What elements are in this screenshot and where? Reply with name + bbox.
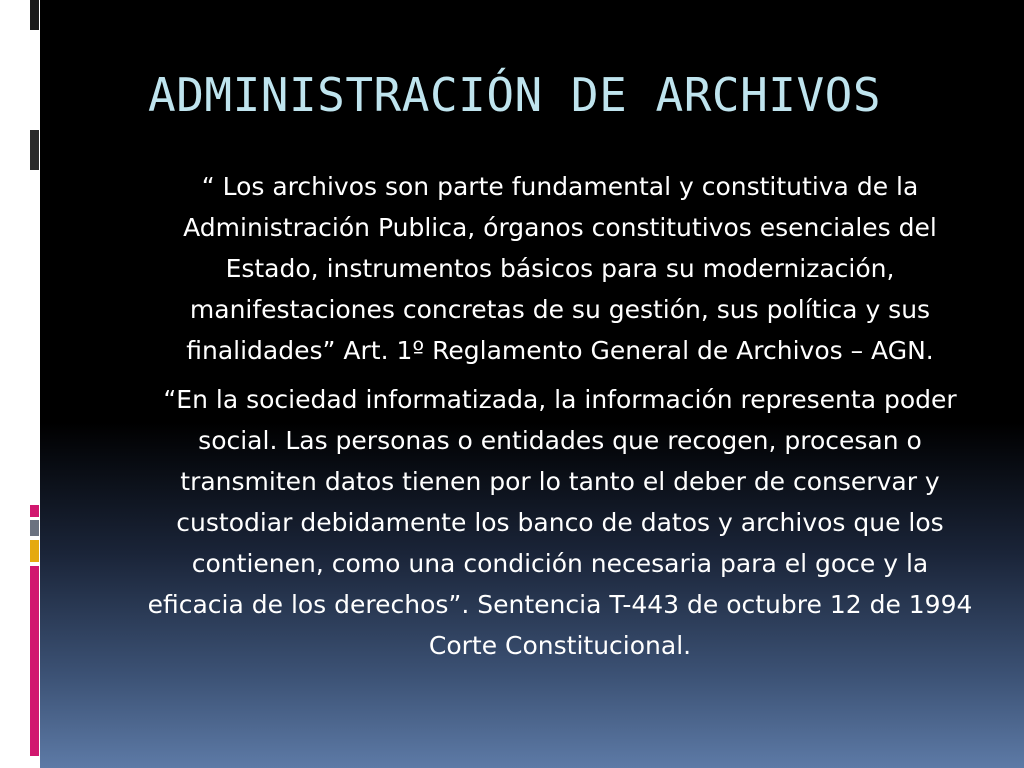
accent-stripes — [30, 0, 39, 768]
accent-stripe-dark-middle — [30, 130, 39, 170]
accent-stripe-pink-small — [30, 505, 39, 517]
quote-paragraph-sentencia: “En la sociedad informatizada, la información representa poder social. Las personas o entidades que recogen, procesan o transmiten datos tienen por lo tanto el deber de conservar y custodiar debidamente los banco de datos y archivos que los contienen, como una condición necesaria para el goce y la eficacia de los derechos”. Sentencia T-443 de octubre 12 de 1994 Corte Constitucional. — [147, 385, 973, 660]
accent-stripe-pink-long — [30, 566, 39, 756]
accent-stripe-dark-top — [30, 0, 39, 30]
quote-paragraph-agn: “ Los archivos son parte fundamental y constitutiva de la Administración Publica, órganos constitutivos esenciales del Estado, instrumentos básicos para su modernización, manifestaciones concretas de su gestión, sus política y sus finalidades” Art. 1º Reglamento General de Archivos – AGN. — [183, 172, 937, 365]
slide-title: ADMINISTRACIÓN DE ARCHIVOS — [148, 68, 882, 122]
accent-stripe-gold — [30, 540, 39, 562]
slide-body — [140, 166, 980, 666]
accent-stripe-grey — [30, 520, 39, 536]
